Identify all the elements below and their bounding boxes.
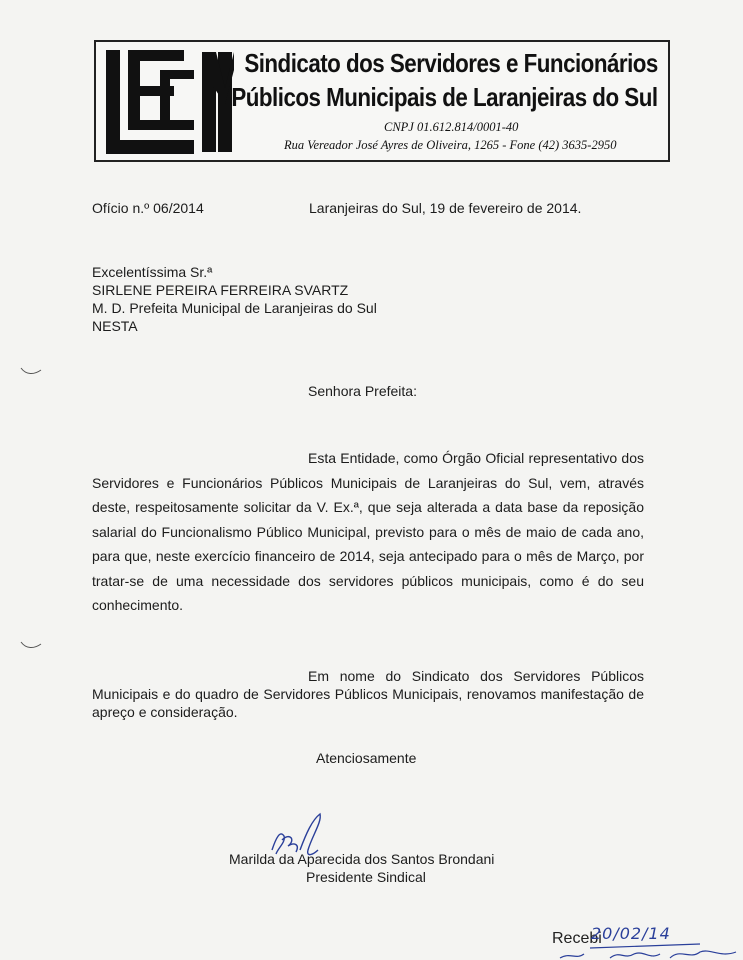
- margin-binder-mark: [20, 366, 42, 376]
- letter-paragraph-1: [92, 446, 644, 618]
- recipient-salutation: Excelentíssima Sr.ª: [92, 264, 213, 280]
- handwritten-receipt-scrawl: [550, 926, 740, 960]
- org-cnpj: CNPJ 01.612.814/0001-40: [384, 120, 519, 134]
- receipt-label: Recebi: [552, 930, 602, 947]
- letter-place-date: Laranjeiras do Sul, 19 de fevereiro de 2014.: [309, 200, 582, 216]
- org-name-line2: Públicos Municipais de Laranjeiras do Sul: [231, 82, 658, 112]
- signer-role: Presidente Sindical: [306, 869, 426, 885]
- recipient-title: M. D. Prefeita Municipal de Laranjeiras do Sul: [92, 300, 377, 316]
- letterhead: [94, 40, 670, 162]
- org-name-line1: Sindicato dos Servidores e Funcionários: [244, 48, 658, 78]
- letter-closing: Atenciosamente: [316, 750, 417, 766]
- margin-binder-mark: [20, 640, 42, 650]
- letter-greeting: Senhora Prefeita:: [308, 383, 417, 399]
- recipient-location: NESTA: [92, 318, 138, 334]
- paragraph-2-text: Em nome do Sindicato dos Servidores Públicos Municipais e do quadro de Servidores Públicos Municipais, renovamos manifestação de apreço e consideração.: [92, 668, 644, 720]
- letter-paragraph-2: [92, 667, 644, 721]
- signer-name: Marilda da Aparecida dos Santos Brondani: [229, 851, 495, 867]
- recipient-name: SIRLENE PEREIRA FERREIRA SVARTZ: [92, 282, 349, 298]
- org-address: Rua Vereador José Ayres de Oliveira, 1265 - Fone (42) 3635-2950: [284, 138, 617, 152]
- paragraph-1-text: Esta Entidade, como Órgão Oficial representativo dos Servidores e Funcionários Públicos Municipais de Laranjeiras do Sul, vem, através deste, respeitosamente solicitar da V. Ex.ª, que seja alterada a data base da reposição salarial do Funcionalismo Público Municipal, previsto para o mês de maio de cada ano, para que, neste exercício financeiro de 2014, seja antecipado para o mês de Março, por tratar-se de uma necessidade dos servidores públicos municipais, como é do seu conhecimento.: [92, 450, 644, 613]
- union-logo: [104, 48, 234, 156]
- receipt-date: 20/02/14: [591, 924, 671, 943]
- letter-reference-number: Ofício n.º 06/2014: [92, 200, 204, 216]
